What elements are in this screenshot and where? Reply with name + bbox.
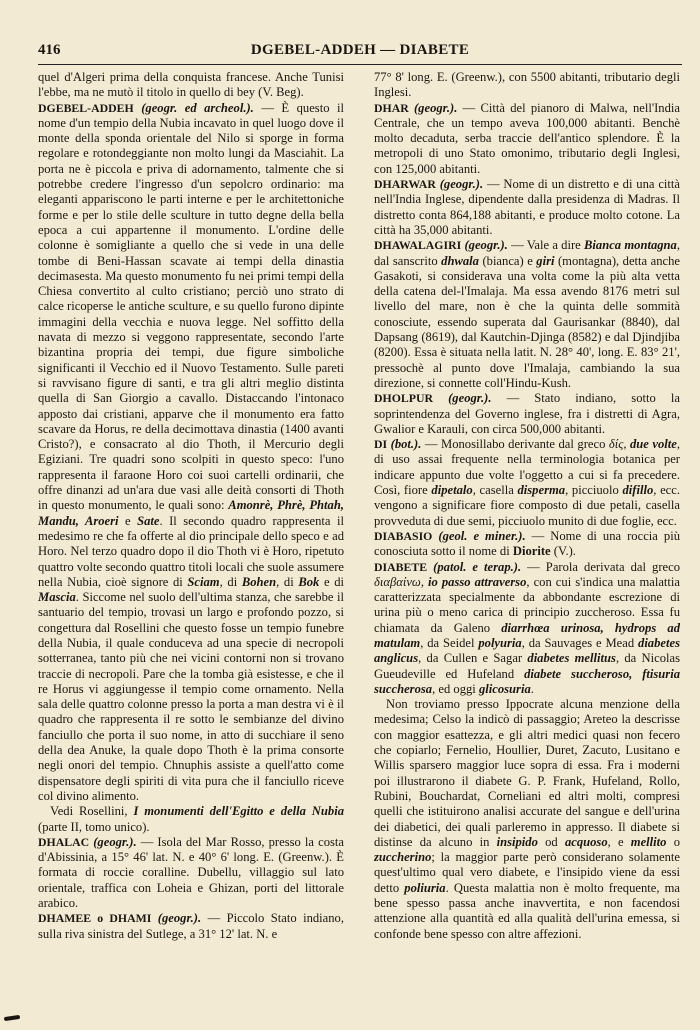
running-title: DGEBEL-ADDEH — DIABETE xyxy=(250,42,470,58)
entry-dhamee: DHAMEE o DHAMI (geogr.). — Piccolo Stato indiano, sulla riva sinistra del Sutlege, a 31° 12' lat. N. e xyxy=(38,911,344,941)
headword: DIABASIO xyxy=(374,528,433,543)
right-column xyxy=(374,70,680,1010)
entry-tag: (patol. e terap.). xyxy=(433,559,522,574)
reference-paragraph: Vedi Rosellini, I monumenti dell'Egitto e della Nubia (parte II, tomo unico). xyxy=(38,804,344,834)
entry-diabete: DIABETE (patol. e terap.). — Parola derivata dal greco διαβαίνω, io passo attraverso, con cui s'indica una malattia caratterizzata specialmente da abbondante escrezione di urina più o meno carica di principio zuccheroso. Essa fu chiamata da Galeno diarrhœa urinosa, hydrops ad matulam, da Seidel polyuria, da Sauvages e Mead diabetes anglicus, da Cullen e Sagar diabetes mellitus, da Nicolas Gueudeville ed Hufeland diabete succheroso, ftisuria succherosa, ed oggi glicosuria. xyxy=(374,559,680,696)
headword: DIABETE xyxy=(374,559,428,574)
headword: DHAWALAGIRI xyxy=(374,238,462,253)
header-rule xyxy=(38,64,682,65)
entry-dhawalagiri: DHAWALAGIRI (geogr.). — Vale a dire Bianca montagna, dal sanscrito dhwala (bianca) e giri (montagna), detta anche Gasakoti, si considerava una volta come la più alta vetta della catena del-l'Imalaja. Ma essa avendo 8176 metri sul livello del mare, non è che la quinta delle sommità conosciute, essendo superata dal Gaurisankar (8840), dal Dapsang (8619), dal Kautchin-Djinga (8582) e dal Djindjiba (8200). Essa è situata nella latit. N. 28° 40', long. E. 83° 21', pressochè al punto dove l'Imalaja, cambiando la sua direzione, si connette coll'Hindu-Kush. xyxy=(374,238,680,390)
entry-tag: (geol. e miner.). xyxy=(438,528,526,543)
entry-tag: (geogr.). xyxy=(157,911,202,926)
entry-tag: (geogr.). xyxy=(413,100,458,115)
headword: DHALAC xyxy=(38,834,90,849)
continuation-paragraph: 77° 8' long. E. (Greenw.), con 5500 abitanti, tributario degli Inglesi. xyxy=(374,70,680,100)
headword: DHAMEE o DHAMI xyxy=(38,911,152,926)
headword: DHOLPUR xyxy=(374,391,433,406)
entry-tag: (geogr.). xyxy=(93,834,137,849)
entry-tag: (bot.). xyxy=(390,437,422,452)
headword: DI xyxy=(374,437,388,452)
entry-dhar: DHAR (geogr.). — Città del pianoro di Malwa, nell'India Centrale, che un tempo aveva 100,000 abitanti. Benchè molto decaduta, serba traccie dell'antico splendore. È la metropoli di uno Stato omonimo, tributario degli Inglesi, con 125,000 abitanti. xyxy=(374,100,680,176)
entry-tag: (geogr. ed archeol.). xyxy=(141,100,254,115)
headword: DHAR xyxy=(374,100,409,115)
headword: DGEBEL-ADDEH xyxy=(38,100,134,115)
entry-dharwar: DHARWAR (geogr.). — Nome di un distretto e di una città nell'India Inglese, dipendente dalla presidenza di Madras. Il distretto conta 864,188 abitanti, e produce molto cotone. La città ha 35,000 abitanti. xyxy=(374,177,680,237)
entry-diabasio: DIABASIO (geol. e miner.). — Nome di una roccia più conosciuta sotto il nome di Diorite (V.). xyxy=(374,528,680,559)
page-header xyxy=(38,42,682,64)
entry-dhalac: DHALAC (geogr.). — Isola del Mar Rosso, presso la costa d'Abissinia, a 15° 46' lat. N. e 40° 6' long. E. (Greenw.). È formata di roccie coralline. Dubellu, villaggio sul lato orientale, traffica con Loheia e Ghizan, porti del littorale arabico. xyxy=(38,834,344,911)
entry-di: DI (bot.). — Monosillabo derivante dal greco δίς, due volte, di uso assai frequente nella terminologia botanica per indicare appunto due volte l'oggetto a cui si fa precedere. Così, fiore dipetalo, casella disperma, picciuolo difillo, ecc. vengono a significare fiore composto di due petali, casella provveduta di due semi, picciuolo munito di due foglie, ecc. xyxy=(374,437,680,528)
entry-tag: (geogr.). xyxy=(448,391,492,406)
entry-dholpur: DHOLPUR (geogr.). — Stato indiano, sotto la soprintendenza del Governo inglese, fra i distretti di Agra, Gwalior e Karauli, con circa 500,000 abitanti. xyxy=(374,391,680,436)
diabete-history-paragraph: Non troviamo presso Ippocrate alcuna menzione della medesima; Celso la indicò di passaggio; Areteo la descrisse con maggior esattezza, e gli altri medici quasi non fecero che copiarlo; Fernelio, Houllier, Duret, Zacuto, Lusitano e Willis sparsero maggior luce sopra di essa. Fra i moderni poi illustrarono il diabete G. P. Frank, Hufeland, Rollo, Rubini, Bouchardat, Corneliani ed altri molti, compresi quelli che istituirono analisi accurate del sangue e dell'urina dei diabetici, dei quali parleremo in appresso. Il diabete si distinse da alcuno in insipido od acquoso, e mellito o zuccherino; la maggior parte però considerano solamente quest'ultimo qual vero diabete, e l'insipido viene da essi detto poliuria. Questa malattia non è molto frequente, ma bene spesso passa anche inavvertita, e non facendosi attenzione alla quantità ed alla qualità dell'urina emessa, si confonde bene spesso con altre affezioni. xyxy=(374,697,680,941)
entry-dgebel-addeh: DGEBEL-ADDEH (geogr. ed archeol.). — È questo il nome d'un tempio della Nubia incavato in quel luogo dove il monte della sponda orientale del Nilo si sporge in forma regolare e rotondeggiante non molto lungi da Masciahit. La porta ne è piccola e priva di adornamento, talmente che si potrebbe credere l'ingresso d'un sepolcro ordinario: ma eleganti appariscono le parti interne e per le architettoniche forme e per lo stile delle sculture in tutto degne della bella epoca a cui appartenne il monumento. L'ordine delle colonne è somigliante a quello che si vede in una delle tombe di Beni-Hassan scavate ai tempi della dinastia decimasesta. Ma questo monumento fu nei primi tempi della Chiesa convertito al culto cristiano; perciò uno strato di calce ricoperse le antiche sculture, e su quello furono dipinte immagini della vecchia e nuova legge. Nel soffitto della navata di mezzo si veggono rappresentate, secondo l'arte bizantina propria dei tempi, due figure simboliche significanti il Vecchio ed il Nuovo Testamento. Sulle pareti si ravvisano figure di santi, e tra gli altri meglio distinta quella di San Giorgio a cavallo. Distaccando l'intonaco apposto dai cristiani, apparve che il monumento era fatto scavare da Horus, re della decimottava dinastia (1400 avanti Cristo?), e consacrato al dio Thoth, il Mercurio degli Egiziani. Tre quadri sono scolpiti in questo speco: l'uno rappresenta il faraone Horo coi suoi cartelli ordinarii, che offre dinanzi ad un'ara due vasi alle deità consorti di Thoth in questo monumento, le quali sono: Amonrè, Phrè, Phtah, Mandu, Aroeri e Sate. Il secondo quadro rappresenta il medesimo re che fa offerte al dio principale dello speco e ad Horo. Nel terzo quadro dopo il dio Thoth vi è Horo, ripetuto quattro volte secondo quattro titoli locali che suole assumere nella Nubia, cioè signore di Sciam, di Bohen, di Bok e di Mascia. Siccome nel suolo dell'ultima stanza, che sarebbe il santuario del tempio, trovasi un largo e profondo pozzo, si congettura dal Rosellini che questo fosse un tempio funebre della Nubia, il quale conduceva ad una specie di necropoli sotterranea, tanto più che nei vicini contorni non si trovano traccie di necropoli. Pare che la tomba già esistesse, e che il re Horus vi aggiungesse il tempio come ornamento. Nella sala delle quattro colonne presso la porta a man destra vi è il quadro che rappresenta il re sotto le sembianze del divino fanciullo che porta il suo nome, in atto di succhiare il seno della dea Anuke, la quale dopo Thoth è la prima consorte negli onori del tempio. Chnuphis assiste a quell'atto come dispensatore degli spiriti di vita pura che il fanciullo riceve col divino alimento. xyxy=(38,100,344,803)
page-number: 416 xyxy=(38,42,61,58)
continuation-paragraph: quel d'Algeri prima della conquista francese. Anche Tunisi l'ebbe, ma ne mutò il titolo in quello di bey (V. Beg). xyxy=(38,70,344,100)
left-column xyxy=(38,70,344,1010)
headword: DHARWAR xyxy=(374,177,436,192)
entry-tag: (geogr.). xyxy=(464,238,508,253)
entry-tag: (geogr.). xyxy=(439,177,484,192)
ink-mark xyxy=(4,1015,20,1021)
